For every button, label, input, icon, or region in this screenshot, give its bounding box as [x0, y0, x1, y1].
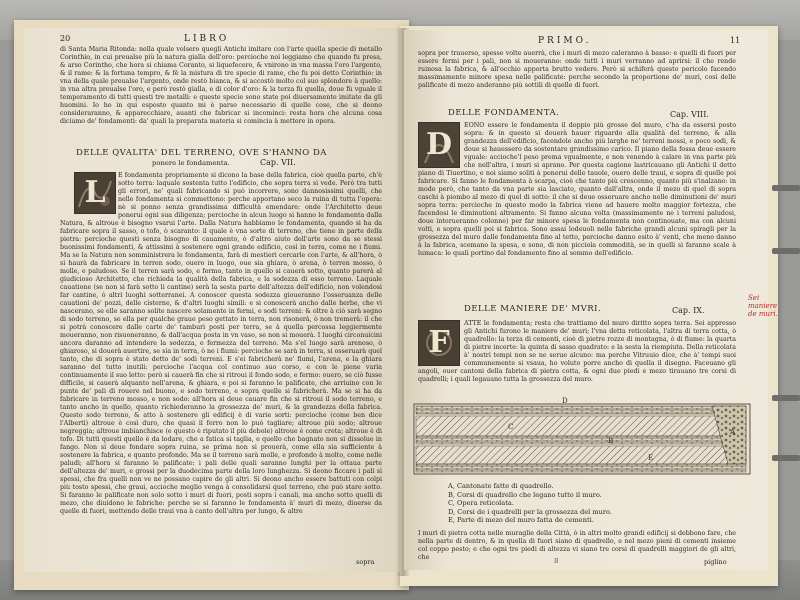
paragraph-text: di Santa Maria Ritonda: nella quale volsero quegli Antichi imitare con l'arte quella specie di metallo Corinthio, in cui preualse più la natura gialla dell'oro: percioche noi leggiamo che quando fu presa, & arso Corintho, che hora si chiama Coranto, si liquefecero, & vnirono in vna massa l'oro l'argento, & il rame: & la fortuna tempro, & fè la mistura di tre specie di rame, che fu poi detto Corinthio: in vna della quale preualse l'argento, onde restò bianca, & si accostò molto col suo splendore à quello: in vna altra preualse l'oro, e però restò gialla, e di color d'oro: & la terza fù quella, doue fù vguale il temperamento di tutti questi tre metalli: e queste specie sono state poi diuersamente imitate da gli huomini. Io ho in qui esposto quanto mi è parso necessario di quelle cose, che si deono consideraranno, & apparecchiare, auanti che fabricar si incominci: resta hora che alcuna cosa diciamo de' fondamenti: da' quali la preparata materia si comincia à mettere in opera.	[60, 46, 382, 125]
plate-letter-a: A	[730, 428, 736, 436]
initial-letter: F	[428, 325, 450, 360]
chapter-number: Cap. VIII.	[670, 110, 709, 119]
initial-letter: D	[425, 127, 452, 162]
paragraph-body	[418, 122, 736, 298]
running-head: PRIMO.	[538, 36, 592, 46]
plate-letter-e: E	[648, 454, 654, 462]
paragraph-text: EONO essere le fondamenta il doppio più grosse del muro, c'ha da essersi posto sopra: & in questo si douerà hauer riguardo alla qualità del terreno, & alla grandezza dell'edificio, facendole ancho più larghe ne' terreni mossi, e poco sodi, & doue si hauessero da sostentare grandissimo carico. Il piano della fossa deue essere vguale: accioche'l peso prema vgualmente, e non venendo à calare in vna parte più che nell'altra, i muri si aprano. Per questa cagione lastricauano gli Antichi il detto piano di Tiuertino, e noi siamo soliti à ponerui delle tauole, ouero delle traui, e sopra di quelle poi fabricare. Si fanno le fondamenta à scarpa, cioè che tanto più crescenno, quanto più s'inalzano: in modo però, che tanto da vna parte sia lasciato, quanto dall'altra, onde il mezo di quel di sopra caschi à piombo al mezo di quel di sotto: il che si deue osseruare ancho nelle diminutioni de' muri sopra terra: percioche in questo modo la fabrica viene ad hauere molto maggior fortezza, che facendosi le diminutioni altramente. Si fanno alcuna volta (massimamente ne i terreni paludosi, doue interueranno colonne) per far minore spesa le fondamenta non continouate, ma con alcuni volti, e sopra quelli poi si fabrica. Sono assai lodeuoli nelle fabriche grandi alcuni spiragli per la grossezza del muro dalle fondamenta fino al tetto, percioche danno esito à' venti, che meno danno à la fabrica, scemano la spesa, e sono, di non picciola commodità, se in quelli si faranno scale à lumaca: le quali portino dal fondamento fino al sommo dell'edificio.	[418, 122, 736, 257]
left-page	[24, 28, 400, 572]
section-subheading: ponere le fondamenta.	[152, 159, 230, 167]
page-tab-1	[772, 185, 800, 191]
signature-mark: B	[554, 558, 559, 565]
section-heading: DELLE FONDAMENTA.	[448, 108, 560, 118]
paragraph-body	[60, 172, 382, 558]
page-tab-3	[772, 395, 800, 401]
right-page	[404, 30, 768, 570]
paragraph-text: I muri di pietra cotta nelle muraglie della Città, ò in altri molto grandi edificij si debbono fare, che nella parte di dentro, & in quella di fuori siano di quadrello, e nel mezo pieni di cementi insieme col coppo pesto; e che ogni tre piedi di altezza vi siano tre corsi di quadrelli maggiori de gli altri, che	[418, 530, 736, 561]
catchword: piglino	[704, 558, 727, 566]
legend-item: C, Opera reticolata.	[448, 499, 514, 507]
initial-spacer	[418, 320, 464, 366]
wall-construction-engraving	[412, 396, 752, 478]
paragraph-bottom	[418, 530, 736, 561]
paragraph-text: ATTE le fondamenta; resta che trattiamo del muro diritto sopra terra. Sei appresso gli Antichi furono le maniere de' muri; l'vna detta reticolata, l'altra di terra cotta, ò quadrello: la terza di cementi, cioè di pietre rozze di montagna, ò di fiume: la quarta di pietre incerte: la quinta di sasso quadrato: e la sesta la riempiuta. Della reticolata à' nostri tempi non se ne serue alcuno: ma perche Vitruuio dice, che à' tempi suoi communemente si vsaua, ho voluto porre ancho di quella il disegno. Faceuano gli angoli, ouer cantoni della fabrica di pietra cotta, & ogni due piedi e mezo tirauano tre corsi di quadrelli; i quali legauano tutta la grossezza del muro.	[418, 320, 736, 383]
section-heading: DELLE MANIERE DE' MVRI.	[464, 304, 602, 314]
handwritten-margin-note: Sei maniere de muri.	[748, 294, 778, 318]
paragraph-top	[418, 50, 736, 98]
initial-spacer	[60, 172, 118, 216]
chapter-number: Cap. IX.	[672, 306, 705, 315]
page-number: 20	[60, 34, 71, 43]
paragraph-text: sopra per trauerso, spesse volte auerrà, che i muri di mezo caleranno à basso: e quelli di fuori per essere fermi per i pali, non si moueranno: onde tutti i muri verranno ad aprirsi: il che rende ruinosa la fabrica, & all'occhio apporta brutto vedere. Però si schiferà questo pericolo facendo massimamente minore spesa nelle palificate: perche secondo la proportione de' muri, così delle palificate di mezo anderanno più sottili di quelle di fuori.	[418, 50, 736, 89]
page-number: 11	[730, 36, 741, 45]
page-tab-2	[772, 248, 800, 254]
initial-letter: L	[84, 175, 106, 210]
plate-letter-b: B	[608, 437, 614, 445]
plate-letter-c: C	[508, 423, 514, 431]
plate-legend	[448, 482, 612, 525]
legend-item: B, Corsi di quadrello che legano tutto il muro.	[448, 490, 602, 499]
chapter-number: Cap. VII.	[260, 158, 296, 167]
section-heading: DELLE QVALITA' DEL TERRENO, OVE S'HANNO DA	[76, 148, 327, 158]
page-tab-4	[772, 455, 800, 461]
legend-item: A, Cantonate fatte di quadrello.	[448, 482, 554, 490]
catchword: sopra	[356, 558, 375, 566]
legend-item: D, Corsi de i quadrelli per la grossezza del muro.	[448, 507, 612, 516]
paragraph-body	[418, 320, 736, 394]
paragraph-text: E fondamenta propriamente si dicono la base della fabrica, cioè quella parte, ch'è sotto terra: laquale sostenta tutto l'edificio, che sopra terra si vede. Però tra tutti gli errori, ne' quali fabricando si può incorrere, sono dannosissimi quelli, che nelle fondamenta si commettono: perche apportano seco la ruina di tutta l'opera: nè si ponno senza grandissima difficultà emendare: onde l'Architetto deue ponerui ogni sua diligenza; percioche in alcun luogo si hanno le fondamenta dalla Natura, & altroue è bisogno vsarui l'arte. Dalla Natura habbiamo le fondamenta, quando si ha da fabricare sopra il sasso, o tofo, ò scaranto: il quale è vna sorte di terreno, che tiene in parte della pietra: percioche questi senza bisogno di cauamento, ò d'altro aiuto dell'arte sono da se stessi buonissimi fondamenti, & attissimi à sostenere ogni grande edificio, così in terra, come ne i fiumi. Ma se la Natura non somministrera le fondamenta, farà di mestieri cercarle con l'arte, & all'hora, ò si haurà da fabricare in terren sodo, ouero in luogo, oue sia ghiara, ò arena, ò terren mosso, ò molle, e paludoso. Se il terren sarà sodo, e fermo, tanto in quello si cauerà sotto, quanto parerà al giudicioso Architetto, che richieda la qualità della fabrica, e la sodezza di esso terreno. Laquale cauatione (se non si farà sotto li cantine) serà la sesta parte dell'altezza dell'edificio, non volendosi far cantine, ò altri luoghi sotterranei. A conoscer questa sodezza gioueranno l'osseruanza delle cauationi de' pozzi, delle cisterne, & d'altri luoghi simili: e si conoscerà ancho dalle herbe, che vi nascerano, se elle saranno solite nascere solamente in fermi, e sodi terreni: & oltre à ciò sarà segno di sodo terreno, se ella per qualche graue peso gettato in terra, non risonerà, ò non tremerà: il che si potrà conoscere dalle carte de' tamburi posti per terra, se à quella percossa leggiermente moueranno, non risuoneranno, & dall'acqua posta in vn vaso, se non si mouerà. I luoghi circonuicini ancora daranno ad intendere la sodezza, e fermezza del terreno. Ma s'el luogo sarà arenoso, ò ghiaroso, si douerà auertire, se sia in terra, ò ne i fiumi: percioche se sarà in terra, si osseruarà quel tanto, che di sopra è stato detto de' sodi terreni. E s'ei fabricherà ne' fiumi, l'arena, e la ghiara saranno del tutto inutili: percioche l'acqua col continuo suo corso, e con le piene varia continuamente il suo letto: però si cauerà fin che si ritroui il fondo sodo, e fermo: ouero, se ciò fusse difficile, si cauerà alquanto nell'arena, & ghiara, e poi si faranno le palificate, che arriuino con le punte de' pali di rouere nel buono, e sodo terreno, e sopra quelle si fabricherà. Ma se si ha da fabricare in terreno mosso, e non sodo: all'hora si deue cauare fin che si ritroui il sodo terreno, e tanto ancho in quello, quanto richiederanno la grossezza de' muri, & la grandezza della fabrica. Questo sodo terreno, & atto à sostenere gli edificij è di varie sorti: percioche (come ben dice l'Alberti) altroue è così duro, che quasi il ferro non lo può tagliare; altroue più sodo; altroue negreggia; altroue imbianchisce (e questo è riputato il più debole) altroue è come creta; altroue è di tofo. Di tutti questi quello è da lodare, che a fatica si taglia, e quello che bagnato non si dissolue in fango. Non si deue fondare sopra ruina, se prima non si prouerà, come ella sia sufficiente à sostenere la fabrica, e quanto profondo. Ma se il terreno sarà molle, e profondo à molto, come nelle paludi; all'hora si faranno le palificate: i pali delle quali saranno lunghi per la ottaua parte dell'altezza de' muri, e grossi per la duodecima parte della loro lunghezza. Si deono ficcare i pali sì spessi, che fra quelli non ve ne possano capire de gli altri. Si deono ancho essere battuti con colpi più tosto spessi, che graui, accioche meglio venga à consolidarsi quel terreno, che può stare sotto. Si faranno le palificate non solo sotto i muri di fuori, posti sopra i canali, ma ancho sotto quelli di mezo, che diuidono le fabriche: perche se si faranno le fondamenta à' muri di mezo, diuerse da quelle di fuori, mettendo delle traui vna à canto dell'altra per lungo, & altre	[60, 172, 383, 515]
initial-spacer	[418, 122, 464, 168]
running-head: LIBRO	[184, 34, 230, 44]
legend-item: E, Parte di mezo del muro fatta de cementi.	[448, 516, 594, 524]
plate-letter-d: D	[562, 397, 568, 405]
paragraph-top	[60, 46, 382, 134]
